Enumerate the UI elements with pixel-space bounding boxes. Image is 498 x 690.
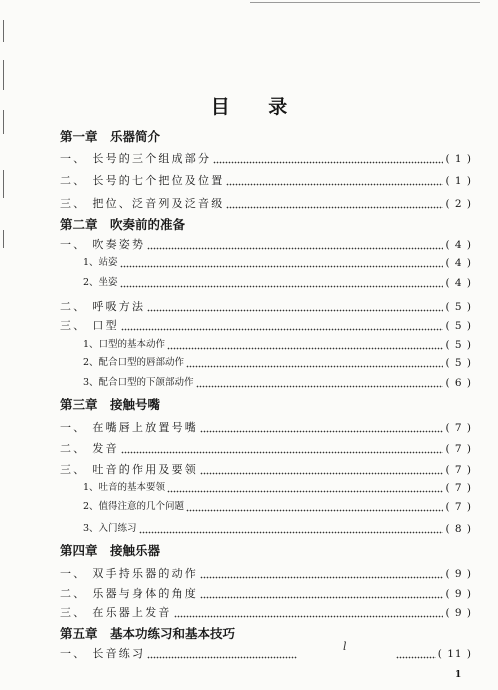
- entry-page-number: ( 7 ): [445, 464, 472, 476]
- entry-text: 乐器与身体的角度: [92, 587, 199, 600]
- leader-dots: [167, 479, 443, 497]
- scan-edge-mark: [3, 230, 4, 248]
- entry-page-number: ( 9 ): [445, 607, 472, 619]
- chapter-heading[interactable]: 第一章 乐器简介: [60, 129, 161, 144]
- entry-text: 把位、泛音列及泛音级: [92, 197, 225, 210]
- leader-dots: [120, 254, 444, 272]
- leader-dots: [200, 565, 443, 583]
- entry-number: 三、: [60, 197, 87, 210]
- leader-dots: [213, 150, 443, 168]
- entry-page-number: ( 1 ): [445, 153, 472, 165]
- entry-page-number: ( 5 ): [445, 339, 472, 351]
- leader-dots: [200, 461, 443, 479]
- entry-page-number: ( 7 ): [445, 482, 472, 494]
- entry-label: [60, 520, 137, 538]
- entry-number: 一、: [60, 421, 87, 434]
- entry-page-number: ( 9 ): [445, 588, 472, 600]
- entry-label: [60, 645, 145, 663]
- entry-label: [60, 354, 184, 372]
- entry-text: 吹奏姿势: [92, 238, 146, 251]
- entry-label: [60, 461, 198, 479]
- entry-number: 三、: [60, 319, 87, 332]
- toc-subentry[interactable]: [60, 498, 472, 516]
- toc-entry[interactable]: [60, 440, 472, 458]
- toc-entry[interactable]: [60, 150, 472, 168]
- toc-entry[interactable]: [60, 645, 472, 663]
- toc-subentry[interactable]: [60, 374, 472, 392]
- entry-page-number: ( 4 ): [445, 257, 472, 269]
- entry-text: 3、配合口型的下颌部动作: [83, 377, 194, 388]
- entry-text: 2、配合口型的唇部动作: [83, 357, 185, 368]
- entry-page-number: ( 5 ): [445, 301, 472, 313]
- entry-text: 长音练习: [92, 647, 146, 660]
- entry-number: 一、: [60, 152, 87, 165]
- entry-label: [60, 336, 165, 354]
- entry-text: 3、入门练习: [83, 523, 137, 534]
- leader-dots: [167, 336, 443, 354]
- entry-text: 1、吐音的基本要领: [83, 482, 166, 493]
- leader-dots: [226, 172, 443, 190]
- entry-text: 1、口型的基本动作: [83, 339, 166, 350]
- toc-entry[interactable]: [60, 298, 472, 316]
- chapter-heading[interactable]: 第三章 接触号嘴: [60, 397, 161, 412]
- toc-subentry[interactable]: [60, 274, 472, 292]
- scan-edge-mark: [3, 20, 4, 42]
- leader-dots: [120, 274, 444, 292]
- entry-number: 二、: [60, 300, 87, 313]
- scan-top-rule: [250, 2, 480, 3]
- entry-text: 在嘴唇上放置号嘴: [92, 421, 199, 434]
- entry-page-number: ( 2 ): [445, 198, 472, 210]
- toc-entry[interactable]: [60, 604, 472, 622]
- toc-title: 目 录: [210, 96, 304, 118]
- entry-page-number: ( 7 ): [445, 422, 472, 434]
- entry-text: 长号的七个把位及位置: [92, 174, 225, 187]
- entry-text: 双手持乐器的动作: [92, 567, 199, 580]
- entry-label: [60, 254, 118, 272]
- leader-dots: [200, 419, 443, 437]
- entry-text: 呼吸方法: [92, 300, 146, 313]
- toc-subentry[interactable]: [60, 479, 472, 497]
- leader-dots: [186, 354, 443, 372]
- entry-page-number: ( 9 ): [445, 568, 472, 580]
- entry-page-number: ( 11 ): [437, 648, 472, 660]
- entry-label: [60, 479, 165, 497]
- leader-dots: [147, 236, 443, 254]
- chapter-heading[interactable]: 第四章 接触乐器: [60, 543, 161, 558]
- entry-label: [60, 150, 211, 168]
- entry-text: 2、坐姿: [83, 277, 118, 288]
- leader-dots: [121, 440, 444, 458]
- entry-number: 二、: [60, 174, 87, 187]
- entry-number: 二、: [60, 587, 87, 600]
- entry-number: 一、: [60, 567, 87, 580]
- entry-text: 在乐器上发音: [92, 606, 172, 619]
- leader-dots: [147, 298, 443, 316]
- entry-text: 吐音的作用及要领: [92, 463, 199, 476]
- scan-edge-mark: [3, 60, 4, 90]
- leader-dots: [139, 520, 444, 538]
- entry-page-number: ( 4 ): [445, 277, 472, 289]
- entry-number: 三、: [60, 606, 87, 619]
- entry-text: 长号的三个组成部分: [92, 152, 212, 165]
- entry-label: [60, 298, 145, 316]
- leader-dots: [147, 645, 297, 663]
- entry-label: [60, 419, 198, 437]
- entry-label: [60, 236, 145, 254]
- entry-number: 三、: [60, 463, 87, 476]
- entry-page-number: ( 7 ): [445, 443, 472, 455]
- entry-page-number: ( 5 ): [445, 357, 472, 369]
- leader-dots: [200, 585, 443, 603]
- toc-entry[interactable]: [60, 236, 472, 254]
- entry-number: 一、: [60, 238, 87, 251]
- entry-label: [60, 172, 224, 190]
- leader-dots: [226, 195, 443, 213]
- leader-dots: [186, 498, 443, 516]
- entry-label: [60, 585, 198, 603]
- entry-page-number: ( 6 ): [445, 377, 472, 389]
- entry-label: [60, 274, 118, 292]
- entry-page-number: ( 5 ): [445, 320, 472, 332]
- entry-number: 一、: [60, 647, 87, 660]
- toc-entry[interactable]: [60, 195, 472, 213]
- toc-entry[interactable]: [60, 585, 472, 603]
- entry-label: [60, 498, 184, 516]
- toc-subentry[interactable]: [60, 520, 472, 538]
- entry-text: 2、值得注意的几个问题: [83, 501, 185, 512]
- entry-page-number: ( 7 ): [445, 501, 472, 513]
- entry-label: [60, 604, 172, 622]
- toc-subentry[interactable]: [60, 336, 472, 354]
- entry-number: 二、: [60, 442, 87, 455]
- toc-subentry[interactable]: [60, 354, 472, 372]
- entry-label: [60, 440, 119, 458]
- entry-page-number: ( 4 ): [445, 239, 472, 251]
- entry-page-number: ( 1 ): [445, 175, 472, 187]
- toc-entry[interactable]: [60, 317, 472, 335]
- entry-page-number: ( 8 ): [445, 523, 472, 535]
- chapter-heading[interactable]: 第五章 基本功练习和基本技巧: [60, 626, 236, 641]
- scan-edge-mark: [3, 170, 4, 198]
- chapter-heading[interactable]: 第二章 吹奏前的准备: [60, 217, 186, 232]
- leader-dots: [396, 645, 436, 663]
- toc-subentry[interactable]: [60, 254, 472, 272]
- toc-entry[interactable]: [60, 419, 472, 437]
- entry-text: 发音: [92, 442, 119, 455]
- entry-label: [60, 565, 198, 583]
- toc-entry[interactable]: [60, 565, 472, 583]
- entry-label: [60, 317, 119, 335]
- toc-entry[interactable]: [60, 461, 472, 479]
- stray-mark: l: [343, 640, 347, 653]
- leader-dots: [174, 604, 444, 622]
- toc-entry[interactable]: [60, 172, 472, 190]
- page-number: 1: [455, 670, 462, 680]
- entry-label: [60, 195, 224, 213]
- leader-dots: [121, 317, 444, 335]
- leader-dots: [196, 374, 444, 392]
- entry-label: [60, 374, 194, 392]
- entry-text: 口型: [92, 319, 119, 332]
- entry-text: 1、站姿: [83, 257, 118, 268]
